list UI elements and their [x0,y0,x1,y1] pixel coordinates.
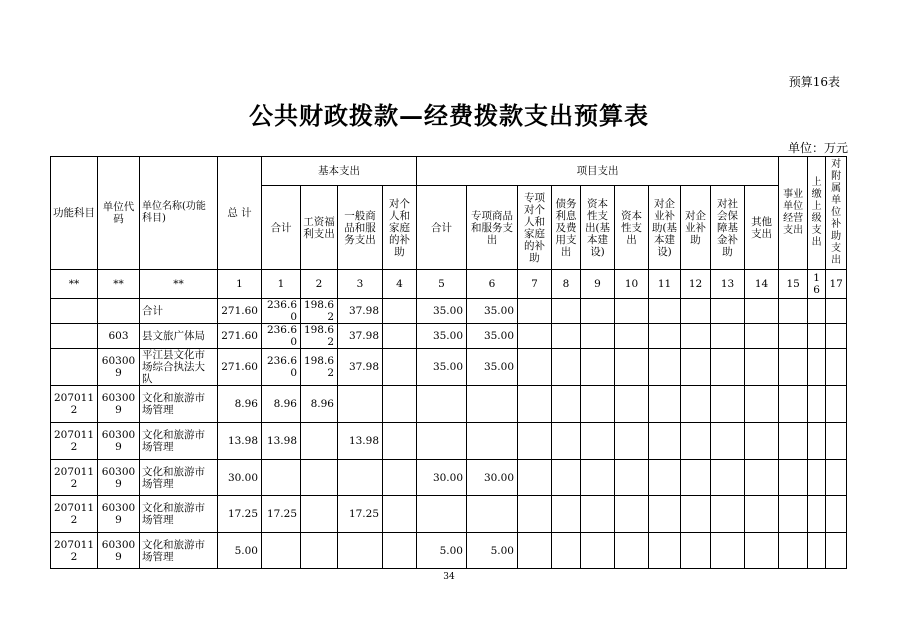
amount-cell [417,423,467,460]
amount-cell [383,299,417,324]
unit-label: 单位：万元 [787,141,848,155]
amount-cell [649,423,681,460]
header-project-social: 对社会保障基金补助 [711,186,745,270]
amount-cell [518,496,552,533]
amount-cell [808,496,826,533]
amount-cell [581,386,615,423]
header-row-1 [51,157,847,186]
amount-cell [338,460,383,496]
amount-cell [518,423,552,460]
unit-name-cell: 合计 [140,299,218,324]
amount-cell: 5.00 [467,533,518,569]
amount-cell [745,496,779,533]
unit-code-cell: 603009 [98,496,140,533]
header-project-enterprise-base: 对企业补助(基本建设) [649,186,681,270]
amount-cell [262,460,301,496]
func-code-cell: 2070112 [51,423,98,460]
index-cell: 16 [808,270,826,299]
header-func-code: 功能科目 [51,157,98,270]
amount-cell: 236.60 [262,324,301,349]
amount-cell: 37.98 [338,349,383,386]
unit-name-cell: 平江县文化市场综合执法大队 [140,349,218,386]
amount-cell [518,460,552,496]
amount-cell: 271.60 [218,349,262,386]
header-subsidy-to-affiliated: 对附属单位补助支出 [826,157,847,270]
amount-cell [552,324,581,349]
unit-code-cell: 603009 [98,460,140,496]
amount-cell: 236.60 [262,299,301,324]
amount-cell [745,533,779,569]
index-cell: ** [140,270,218,299]
header-business-operation: 事业单位经营支出 [779,157,808,270]
index-cell: 6 [467,270,518,299]
amount-cell [711,324,745,349]
page-number: 34 [443,572,455,582]
amount-cell [649,386,681,423]
amount-cell [581,460,615,496]
amount-cell: 37.98 [338,324,383,349]
unit-code-cell: 603 [98,324,140,349]
amount-cell [649,533,681,569]
amount-cell [581,324,615,349]
amount-cell: 13.98 [262,423,301,460]
amount-cell [808,349,826,386]
amount-cell [552,496,581,533]
index-cell: 1 [218,270,262,299]
amount-cell [711,460,745,496]
amount-cell: 13.98 [218,423,262,460]
index-cell: 1 [262,270,301,299]
amount-cell [779,299,808,324]
amount-cell [808,386,826,423]
func-code-cell: 2070112 [51,460,98,496]
amount-cell: 35.00 [467,324,518,349]
amount-cell: 13.98 [338,423,383,460]
amount-cell [615,299,649,324]
header-basic-expenditure: 基本支出 [262,157,417,186]
amount-cell [779,423,808,460]
amount-cell [826,299,847,324]
index-cell: 11 [649,270,681,299]
unit-name-cell: 县文旅广体局 [140,324,218,349]
table-row [51,460,847,496]
amount-cell [383,533,417,569]
amount-cell [681,496,711,533]
amount-cell [615,386,649,423]
amount-cell: 35.00 [417,299,467,324]
amount-cell [383,349,417,386]
amount-cell [615,423,649,460]
amount-cell [338,386,383,423]
table-row [51,324,847,349]
amount-cell [581,496,615,533]
amount-cell [552,423,581,460]
table-row [51,386,847,423]
amount-cell [826,423,847,460]
amount-cell: 30.00 [417,460,467,496]
amount-cell [826,460,847,496]
amount-cell: 35.00 [417,324,467,349]
unit-name-cell: 文化和旅游市场管理 [140,386,218,423]
amount-cell [649,460,681,496]
unit-code-cell: 603009 [98,423,140,460]
amount-cell [383,386,417,423]
amount-cell [808,299,826,324]
amount-cell [681,423,711,460]
amount-cell [779,386,808,423]
amount-cell [681,533,711,569]
amount-cell [467,496,518,533]
amount-cell: 35.00 [467,349,518,386]
amount-cell: 35.00 [467,299,518,324]
table-row [51,299,847,324]
index-cell: 12 [681,270,711,299]
amount-cell [383,460,417,496]
index-cell: ** [98,270,140,299]
table-row [51,423,847,460]
index-cell: ** [51,270,98,299]
header-project-goods: 专项商品和服务支出 [467,186,518,270]
amount-cell [745,460,779,496]
amount-cell: 8.96 [218,386,262,423]
amount-cell [615,460,649,496]
header-project-expenditure: 项目支出 [417,157,779,186]
amount-cell [615,533,649,569]
amount-cell [518,533,552,569]
amount-cell [417,386,467,423]
amount-cell [681,460,711,496]
amount-cell [779,349,808,386]
amount-cell: 5.00 [218,533,262,569]
amount-cell [649,299,681,324]
amount-cell: 17.25 [262,496,301,533]
amount-cell [552,533,581,569]
index-cell: 10 [615,270,649,299]
amount-cell: 30.00 [218,460,262,496]
func-code-cell [51,299,98,324]
amount-cell [615,349,649,386]
amount-cell: 5.00 [417,533,467,569]
amount-cell [649,349,681,386]
column-index-row [51,270,847,299]
amount-cell [711,423,745,460]
amount-cell [338,533,383,569]
amount-cell [301,533,338,569]
amount-cell [581,423,615,460]
amount-cell [808,423,826,460]
amount-cell [649,496,681,533]
header-unit-code: 单位代码 [98,157,140,270]
amount-cell [745,423,779,460]
amount-cell: 236.60 [262,349,301,386]
unit-name-cell: 文化和旅游市场管理 [140,423,218,460]
header-basic-wage: 工资福利支出 [301,186,338,270]
amount-cell [383,324,417,349]
index-cell: 13 [711,270,745,299]
header-project-enterprise: 对企业补助 [681,186,711,270]
amount-cell [581,349,615,386]
index-cell: 5 [417,270,467,299]
amount-cell [615,324,649,349]
header-project-capital-base: 资本性支出(基本建设) [581,186,615,270]
amount-cell [581,533,615,569]
amount-cell [826,533,847,569]
unit-name-cell: 文化和旅游市场管理 [140,496,218,533]
amount-cell [808,533,826,569]
amount-cell [711,496,745,533]
amount-cell [301,496,338,533]
unit-code-cell: 603009 [98,349,140,386]
index-cell: 2 [301,270,338,299]
header-basic-goods: 一般商品和服务支出 [338,186,383,270]
index-cell: 4 [383,270,417,299]
table-row [51,349,847,386]
amount-cell: 17.25 [218,496,262,533]
amount-cell [745,299,779,324]
amount-cell [711,533,745,569]
header-project-sum: 合计 [417,186,467,270]
amount-cell [383,496,417,533]
amount-cell [745,324,779,349]
amount-cell [681,324,711,349]
amount-cell: 8.96 [262,386,301,423]
table-row [51,496,847,533]
index-cell: 8 [552,270,581,299]
amount-cell [552,460,581,496]
budget-table [50,156,847,569]
amount-cell [649,324,681,349]
page-title: 公共财政拨款—经费拨款支出预算表 [249,101,649,130]
amount-cell [681,299,711,324]
amount-cell: 271.60 [218,299,262,324]
amount-cell [417,496,467,533]
func-code-cell: 2070112 [51,496,98,533]
amount-cell [711,349,745,386]
amount-cell: 198.62 [301,299,338,324]
header-basic-family: 对个人和家庭的补助 [383,186,417,270]
amount-cell [826,349,847,386]
amount-cell [681,386,711,423]
amount-cell [779,533,808,569]
header-project-family: 专项对个人和家庭的补助 [518,186,552,270]
amount-cell: 198.62 [301,349,338,386]
index-cell: 14 [745,270,779,299]
amount-cell [518,324,552,349]
amount-cell [301,460,338,496]
table-row [51,533,847,569]
amount-cell [262,533,301,569]
amount-cell [301,423,338,460]
unit-code-cell [98,299,140,324]
amount-cell [779,460,808,496]
index-cell: 15 [779,270,808,299]
amount-cell [808,324,826,349]
unit-name-cell: 文化和旅游市场管理 [140,460,218,496]
amount-cell [518,386,552,423]
header-project-capital: 资本性支出 [615,186,649,270]
amount-cell [383,423,417,460]
header-unit-name: 单位名称(功能科目) [140,157,218,270]
amount-cell [711,386,745,423]
amount-cell: 35.00 [417,349,467,386]
amount-cell: 30.00 [467,460,518,496]
amount-cell [552,299,581,324]
amount-cell [779,324,808,349]
amount-cell [745,386,779,423]
amount-cell [581,299,615,324]
amount-cell [826,324,847,349]
header-project-other: 其他支出 [745,186,779,270]
index-cell: 7 [518,270,552,299]
amount-cell [518,299,552,324]
amount-cell: 198.62 [301,324,338,349]
func-code-cell [51,324,98,349]
unit-code-cell: 603009 [98,533,140,569]
table-number-label: 预算16表 [788,75,840,89]
amount-cell [779,496,808,533]
amount-cell: 17.25 [338,496,383,533]
amount-cell [681,349,711,386]
amount-cell: 37.98 [338,299,383,324]
amount-cell [518,349,552,386]
amount-cell: 8.96 [301,386,338,423]
amount-cell [826,386,847,423]
header-total: 总 计 [218,157,262,270]
func-code-cell [51,349,98,386]
header-basic-sum: 合计 [262,186,301,270]
func-code-cell: 2070112 [51,533,98,569]
amount-cell [467,423,518,460]
index-cell: 9 [581,270,615,299]
unit-code-cell: 603009 [98,386,140,423]
func-code-cell: 2070112 [51,386,98,423]
amount-cell [552,386,581,423]
unit-name-cell: 文化和旅游市场管理 [140,533,218,569]
index-cell: 3 [338,270,383,299]
amount-cell [826,496,847,533]
header-project-debt: 债务利息及费用支出 [552,186,581,270]
amount-cell: 271.60 [218,324,262,349]
amount-cell [615,496,649,533]
index-cell: 17 [826,270,847,299]
amount-cell [552,349,581,386]
header-payment-to-superior: 上缴上级支出 [808,157,826,270]
amount-cell [808,460,826,496]
amount-cell [467,386,518,423]
amount-cell [745,349,779,386]
amount-cell [711,299,745,324]
